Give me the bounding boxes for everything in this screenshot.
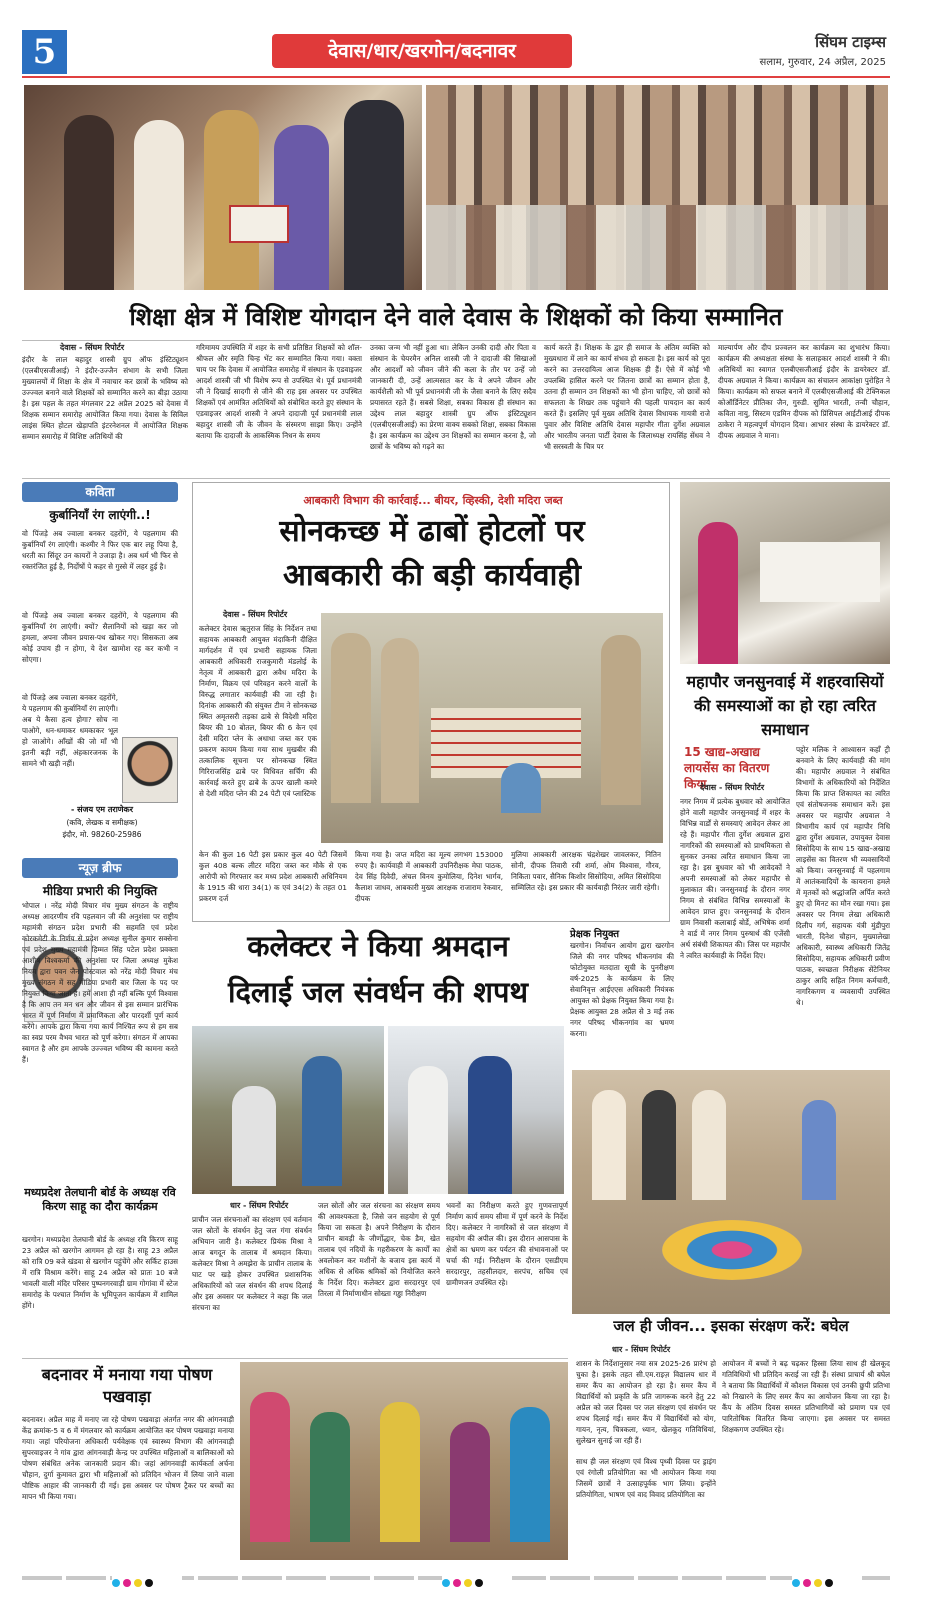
- lead-col-4: कार्य करते हैं। शिक्षक के द्वार ही समाज के अंतिम व्यक्ति को मुख्यधारा में लाने का कार्य संभव हो सकता है। इस कार्य को पूरा करने का उत्तरदायित्व आज शिक्षक ही हैं। ऐसे में कोई भी उपलब्धि हासिल करने पर जितना छात्रों का सम्मान होता है, उतना ही सम्मान उन शिक्षकों का भी होना चाहिए, जो छात्रों को सफलता के शिखर तक पहुंचाने की पहली पायदान का कार्य करते हैं। इसलिए पूर्व मुख्य अतिथि देवास विधायक गायत्री राजे पुवार और विशिष्ट अतिथि देवास महापौर गीता दुर्गेश अग्रवाल और भारतीय जनता पार्टी देवास के जिलाध्यक्ष रायसिंह सेंधव ने भी सरस्वती के चित्र पर: [544, 343, 710, 451]
- author-photo: [122, 737, 178, 803]
- rangoli-competition-photo: [572, 1070, 890, 1314]
- lead-body: [22, 342, 890, 474]
- excise-bottom-col-1: केन की कुल 16 पेटी इस प्रकार कुल 40 पेटी जिसमें कुल 408 बल्क लीटर मदिरा जब्त कर मौके से एक आरोपी को गिरफ्तार कर मध्य प्रदेश आबकारी अधिनियम के 1915 की धारा 34(1) क एवं 34(2) के तहत 01 प्रकरण दर्ज: [199, 850, 347, 903]
- poem-author-contact: इंदौर, मो. 98260-25986: [62, 830, 142, 839]
- excise-kicker: आबकारी विभाग की कार्रवाई... बीयर, व्हिस्की, देशी मदिरा जब्त: [303, 494, 563, 507]
- mayor-col-mid: नगर निगम में प्रत्येक बुधवार को आयोजित होने वाली महापौर जनसुनवाई में शहर के विभिन्न वार्डों से समस्याएं आवेदन लेकर आ रहे हैं। महापौर गीता दुर्गेश अग्रवाल द्वारा नागरिकों की समस्याओं को प्राथमिकता से सुनकर उनका त्वरित समाधान किया जा रहा है। इस बुधवार को भी आवेदकों ने अपनी समस्याओं को लेकर महापौर से मुलाकात की। जनसुनवाई के दौरान नगर निगम से संबंधित विभिन्न समस्याओं के आवेदन प्राप्त हुए। जनसुनवाई के दौरान ग्राम निवासी कलाबाई बोर्डे, अभिषेक शर्मा ने वार्ड में नगर निगम पुरुषार्थ की एजेंसी अर्थ संबंधी शिकायत की। जिस पर महापौर ने त्वरित कार्यवाही के निर्देश दिए।: [680, 797, 790, 960]
- brief-2-title: मध्यप्रदेश तेलघानी बोर्ड के अध्यक्ष रवि किरण साहू का दौरा कार्यक्रम: [24, 1186, 176, 1213]
- poshan-headline: बदनावर में मनाया गया पोषण पखवाड़ा: [41, 1365, 213, 1406]
- page-number: 5: [22, 30, 67, 74]
- collector-byline: धार - सिंघम रिपोर्टर: [230, 1201, 289, 1210]
- poem-section-label: कविता: [22, 482, 178, 502]
- lead-headline: शिक्षा क्षेत्र में विशिष्ट योगदान देने वाले देवास के शिक्षकों को किया सम्मानित: [129, 303, 783, 331]
- water-life-byline: धार - सिंघम रिपोर्टर: [612, 1345, 671, 1354]
- poshan-text: बदनावर। अप्रैल माह में मनाए जा रहे पोषण पखवाड़ा अंतर्गत नगर की आंगनवाड़ी केंद्र क्रमांक-5 व 6 में मंगलवार को कार्यक्रम आयोजित कर पोषण पखवाड़ा मनाया गया। जहां परियोजना अधिकारी पर्यवेक्षक एवं स्वास्थ्य विभाग की आंगनवाड़ी सुपरवाइजर ने गांव द्वारा आंगनवाड़ी केन्द्र पर उपस्थित महिलाओं व बालिकाओं को पोषण संबंधित अनेक जानकारी प्रदान की। जहां आंगनवाड़ी कार्यकर्ता अर्चना चौहान, दुर्गा कुमावत द्वारा भी महिलाओं को प्रतिदिन भोजन में लिया जाने वाला पौष्टिक आहार की जानकारी दी गई। इस अवसर पर पोषण ट्रैकर पर बच्चों का मापन भी किया गया।: [22, 1415, 234, 1501]
- collector-col-1: प्राचीन जल संरचनाओं का संरक्षण एवं वर्तमान जल स्रोतों के संवर्धन हेतु जल गंगा संवर्धन अभियान जारी है। कलेक्टर प्रियंक मिश्रा ने आज बगदून के तालाब में श्रमदान किया। कलेक्टर मिश्रा ने अमझेरा के प्राचीन तालाब के घाट पर खड़े होकर उपस्थित प्रशासनिक अधिकारियों को जल संवर्धन की शपथ दिलाई और इस अवसर पर कलेक्टर ने कहा कि जल संरचना का: [192, 1215, 312, 1312]
- poshan-event-photo: [240, 1362, 568, 1560]
- mayor-hearing-photo: [680, 482, 890, 664]
- lead-col-1: इंदौर के लाल बहादुर शास्त्री ग्रुप ऑफ इंस्टिट्यूशन (एलबीएसजीआई) ने इंदौर-उज्जैन संभाग के सभी जिला मुख्यालयों में शिक्षा के क्षेत्र में नवाचार कर छात्रों के भविष्य को उज्ज्वल बनाने वाले शिक्षकों को सम्मानित करने का बीड़ा उठाया है। इस पहल के तहत मंगलवार 22 अप्रैल 2025 को देवास में शिक्षक सम्मान समारोह आयोजित किया गया। देवास के सिविल लाइंस स्थित होटल खेड़ापति इंटरनेशनल में आयोजित शिक्षक सम्मान समारोह में विशिष्ट अतिथियों की: [22, 355, 188, 441]
- lead-col-5: माल्यार्पण और दीप प्रज्वलन कर कार्यक्रम का शुभारंभ किया। कार्यक्रम की अध्यक्षता संस्था के सलाहकार आदर्श शास्त्री ने की। अतिथियों का स्वागत एलबीएसजीआई इंदौर के डायरेक्टर डॉ. दीपक अग्रवाल ने किया। कार्यक्रम का संचालन आकांक्षा पुरोहित ने किया। कार्यक्रम को सफल बनाने में एलबीएसजीआई की टेक्निकल कोऑर्डिनेटर प्रीतिका जैन, गुरुडी. सुमित भारती, तन्वी चौहान, कविता नायु, सिस्टम एडमिन दीपक को प्रिंसिपल आईटीआई दीपक ठाकेरा ने महत्वपूर्ण योगदान दिया। आभार संस्था के डायरेक्टर डॉ. दीपक अग्रवाल ने माना।: [718, 343, 890, 440]
- collector-oath-photo: [388, 1026, 564, 1194]
- teacher-honor-photo-left: [24, 85, 422, 290]
- excise-side-text: कलेक्टर देवास ऋतुराज सिंह के निर्देशन तथा सहायक आबकारी आयुक्त मंदाकिनी दीक्षित मार्गदर्शन में एवं प्रभारी सहायक जिला आबकारी अधिकारी राजकुमारी मंडलोई के नेतृत्व में आबकारी द्वारा अवैध मदिरा के निर्माण, विक्रय एवं परिवहन करने वालों के विरुद्ध लगातार कार्यवाही की जा रही है। दिनांक आबकारी की संयुक्त टीम ने सोनकच्छ स्थित अमृतसरी तड़का ढाबे से विदेशी मदिरा बियर की 10 बोतल, बियर की 6 केन एवं देसी मदिरा प्लेन के अधाधा जब्त कर एक प्रकरण कायम किया गया साथ मुखबीर की तत्कालिक सूचना पर सोनकच्छ स्थित गिरिराजसिंह ढाबे पर विधिवत सर्चिंग की कार्रवाई करते हुए ढाबे के ऊपर खाली कमरे से देशी मदिरा प्लेन की 24 पेटी एवं प्लास्टिक: [199, 624, 317, 798]
- edition-region-banner: देवास/धार/खरगोन/बदनावर: [272, 34, 572, 68]
- poem-box: [22, 482, 182, 854]
- lead-col-3: उनका जन्म भी नहीं हुआ था। लेकिन उनकी दादी और पिता व संस्थान के चेयरमैन अनिल शास्त्री जी ने दादाजी की सिखाओं और आदर्शों को जीवन जीने की कला के तौर पर उन्हें जो जानकारी दी, उन्हें आत्मसात कर के वे अपने जीवन और कार्यशैली को भी पूर्व प्रधानमंत्री जी के जैसा बनाने के लिए सदैव प्रयासरत रहते हैं। सबसे शिक्षा, सबका विकास ही संस्थान का उद्देश्य लाल बहादुर शास्त्री ग्रुप ऑफ इंस्टिट्यूशन (एलबीएसजीआई) का प्रेरणा वाक्य सबको शिक्षा, सबका विकास है। इस कार्यक्रम का उद्देश्य उन शिक्षकों का सम्मान करना है, जो छात्रों के भविष्य को गढ़ने का: [370, 343, 536, 451]
- mayor-kicker: 15 खाद्य-अखाद्य लायसेंस का वितरण किया: [684, 745, 770, 791]
- collector-shramdan-photo: [192, 1026, 384, 1194]
- water-life-col-2: साथ ही जल संरक्षण एवं विश्व पृथ्वी दिवस पर ड्राइंग एवं रंगोली प्रतियोगिता का भी आयोजन किया गया जिसमें छात्रों ने उत्साहपूर्वक भाग लिया। इन्होंने प्रतियोगिता, भाषण एवं वाद विवाद प्रतियोगिता का: [576, 1457, 716, 1499]
- water-life-col-1: शासन के निर्देशानुसार नया सत्र 2025-26 प्रारंभ हो चुका है। इसके तहत सी.एम.राइज़ विद्यालय धार में समर कैंप का आयोजन हो रहा है। समर कैंप में विद्यार्थियों को प्रकृति के प्रति जागरूक करने हेतु 22 अप्रैल को जल दिवस पर जल संरक्षण एवं संवर्धन पर शपथ दिलाई गई। समर कैंप में विद्यार्थियों को योग, गायन, नृत्य, चित्रकला, ध्यान, खेलकूद गतिविधियां, सुलेखन सुनाई जा रही हैं।: [576, 1359, 716, 1445]
- excise-headline-line-2: आबकारी की बड़ी कार्यवाही: [282, 558, 582, 593]
- mayor-col-right: पट्टोर मलिक ने आश्वासन कहाँ ट्री बनवाने के लिए कार्यवाही की मांग की। महापौर अग्रवाल ने संबंधित विभागों के अधिकारियों को निर्देशित किया कि प्राप्त शिकायत का त्वरित एवं संतोषजनक समाधान करें। इस अवसर पर महापौर अग्रवाल ने विभागीय कार्य एवं महापौर निधि द्वारा दुर्गेश अग्रवाल, उपायुक्त देवास सिसोदिया के साथ 15 खाद्य-अखाद्य लाइसेंस का वितरण भी व्यवसायियों को किया। जनसुनवाई में पहलगाम में आतंकवादियों के कायराना हमले में मृतकों को श्रद्धांजलि अर्पित करते हुए दो मिनट का मौन रखा गया। इस अवसर पर निगम लेखा अधिकारी दिलीप गर्ग, सहायक यंत्री मुंडीपुरा भारती, दिनेश चौहान, मुख्यालेखा अधिकारी, स्वास्थ्य अधिकारी जितेंद्र सिसोदिया, सहायक अधिकारी प्रवीण पाठक, स्वच्छता निरीक्षक सेंटेनियर ठाकुर आदि सहित निगम कर्मचारी, नागरिकगण व व्यवसायी उपस्थित थे।: [796, 745, 890, 1007]
- poem-stanza-1: वो पिंजड़े अब ज्वाला बनकर दहरोंगे, ये पहलगाम की कुर्बानियाँ रंग लाएंगी। कश्मीर ने फिर एक बार लहू पिया है, धरती का सिंदूर उन कायरों ने उजाड़ा है। अब धर्म भी फिर से रक्तरंजित हुई है, निर्दोषों पे कहर से गुस्से में लहर हुई है।: [22, 529, 178, 571]
- collector-headline-line-1: कलेक्टर ने किया श्रमदान: [247, 929, 509, 963]
- news-brief-section-label: न्यूज़ ब्रीफ: [22, 858, 178, 878]
- lead-byline: देवास - सिंघम रिपोर्टर: [60, 343, 125, 352]
- poem-stanza-3: वो पिंजड़े अब ज्वाला बनकर दहरोंगे, ये पहलगाम की कुर्बानियाँ रंग लाएंगी। अब ये कैसा हत्य होगा? सोच ना पाओगे, धन-धमाकर धमकाकर भूल हो जाओगे। आँखों की जो माँ भी इतनी बड़ी नहीं, अंहकारजनक के सामने भी खड़ी नहीं।: [22, 693, 118, 768]
- excise-story: [192, 482, 670, 922]
- excise-headline-line-1: सोनकच्छ में ढाबों होटलों पर: [279, 514, 585, 549]
- registration-bar: [22, 1572, 890, 1584]
- masthead: [22, 30, 890, 78]
- water-life-col-3: आयोजन में बच्चों ने बढ़ चढ़कर हिस्सा लिया साथ ही खेलकूद गतिविधियों भी प्रतिदिन कराई जा रही हैं। संस्था प्राचार्य श्री बघेल ने बताया कि विद्यार्थियों में कौशल विकास एवं उनकी छुपी प्रतिभा को निखारने के लिए समर कैंप का आयोजन किया जा रहा है। कैंप के अंतिम दिवस समस्त प्रतिभागियों को प्रमाण पत्र एवं पारितोषिक वितरित किया जाएगा। इस अवसर पर समस्त शिक्षकगण उपस्थित रहे।: [722, 1359, 890, 1434]
- lead-col-2: गरिमामय उपस्थिति में शहर के सभी प्रतिष्ठित शिक्षकों को शॉल-श्रीफल और स्मृति चिन्ह भेंट कर सम्मानित किया गया। वक्ता चाय पर कि देवास में आयोजित समारोह में संस्थान के एडवाइजर आदर्श शास्त्री जी भी विशेष रूप से उपस्थित थे। पूर्व प्रधानमंत्री जी ने दिखाई सादगी से जीने की राह इस अवसर पर उपस्थित शिक्षकों एवं आमंत्रित अतिथियों को संबोधित करते हुए संस्थान के एडवाइजर आदर्श शास्त्री ने अपने दादाजी पूर्व प्रधानमंत्री लाल बहादुर शास्त्री जी के जीवन के संस्मरण साझा किए। उन्होंने बताया कि दादाजी के आकस्मिक निधन के समय: [196, 343, 362, 440]
- excise-seizure-photo: [321, 613, 663, 843]
- poem-title: कुर्बानियाँ रंग लाएंगी..!: [49, 508, 151, 522]
- teacher-honor-audience-photo: [426, 85, 888, 290]
- collector-col-2: जल स्रोतों और जल संरचना का संरक्षण समय की आवश्यकता है, जिसे जन सहयोग से पूर्ण किया जा सकता है। अपने निरीक्षण के दौरान प्राचीन बावड़ी के जीर्णोद्धार, चेक डैम, खेत तालाब एवं नदियों के गहरीकरण के कार्यों का अवलोकन कर मशीनों के बजाय इस कार्य में अधिक से अधिक श्रमिकों को नियोजित करने के निर्देश दिए। कलेक्टर द्वारा सरदारपुर एवं तिरला में निर्माणाधीन सोख्ता गड्ढा निरीक्षण: [318, 1201, 440, 1298]
- date-line: सलाम, गुरुवार, 24 अप्रैल, 2025: [759, 57, 886, 68]
- excise-bottom-col-2: किया गया है। जप्त मदिरा का मूल्य लगभग 153000 रुपए है। कार्यवाही में आबकारी उपनिरीक्षक मेघा पाठक, देव सिंह दिवेदी, अंचल विनय कुमोलिया, दिनेश भार्गव, कैलाश जाधव, आबकारी मुख्य आरक्षक राजाराम रेकवार, दीपक: [355, 850, 503, 903]
- collector-col-3: भवनों का निरीक्षण करते हुए गुणवत्तापूर्ण निर्माण कार्य समय सीमा में पूर्ण करने के निर्देश दिए। कलेक्टर ने नागरिकों से जल संरक्षण में सहयोग की अपील की। इस दौरान आसपास के क्षेत्रों का भ्रमण कर पर्यटन की संभावनाओं पर चर्चा की गई। निरीक्षण के दौरान एसडीएम सरदारपुर, तहसीलदार, सरपंच, सचिव एवं ग्रामीणजन उपस्थित रहे।: [446, 1201, 568, 1287]
- observer-title: प्रेक्षक नियुक्त: [570, 929, 620, 940]
- brief-1-title: मीडिया प्रभारी की नियुक्ति: [42, 884, 158, 898]
- brief-2-text: खरगोन। मध्यप्रदेश तेलघानी बोर्ड के अध्यक्ष रवि किरण साहू 23 अप्रैल को खरगोन आगमन हो रहा है। साहू 23 अप्रैल को रात्रि 09 बजे खंडवा से खरगोन पहुंचेंगे और सर्किट हाउस में रात्रि विश्राम करेंगे। साहू 24 अप्रैल को प्रातः 10 बजे भावली वाली मंदिर परिसर पुष्पनगरवाड़ी ग्राम गोगांवा में स्टेज समारोह के पश्चात निर्माण के भूमिपूजन कार्यक्रम में शामिल होंगे।: [22, 1235, 178, 1310]
- mayor-byline: देवास - सिंघम रिपोर्टर: [700, 783, 765, 792]
- brief-1-text: भोपाल । नरेंद्र मोदी विचार मंच मुख्य संगठन के राष्ट्रीय अध्यक्ष आदरणीय रवि पहलवान जी की अनुशंसा पर राष्ट्रीय महामंत्री संगठन प्रदेश प्रभारी की सहमति एवं प्रदेश कोरकमेटी के निर्णय से प्रदेश अध्यक्ष सुनील कुमार सक्सेना एवं प्रदेश मुख्य महामंत्री हिम्मत सिंह पटेल प्रदेश प्रवक्ता आशीष विश्वकर्मा की अनुशंसा पर जिला अध्यक्ष मुकेश नियम द्वारा पवन जैन पोस्टवाल को नरेंद्र मोदी विचार मंच मुख्य संगठन में सह मीडिया प्रभारी बार जिला के पद पर नियुक्त किया जाता है। हमें आशा ही नहीं बल्कि पूर्ण विश्वास है कि आप तन मन धन और जीवन से इस सम्मान प्रारंभिक भारत में पूर्ण निर्माण में प्रमाणिकता और पारदर्शी पूर्ण कार्य करेंगे। आपके द्वारा किया गया कार्य निश्चित रूप से हम सब का स्वप्न परम वैभव भारत को पूर्ण करेगा। संगठन में आपका स्वागत है और हम आपके उज्ज्वल भविष्य की कामना करते हैं।: [22, 901, 178, 1064]
- news-brief-box: [22, 858, 182, 1354]
- poem-author: - संजय एम तराणेकर: [71, 805, 133, 814]
- mayor-headline: महापौर जनसुनवाई में शहरवासियों की समस्याओं का हो रहा त्वरित समाधान: [686, 672, 884, 739]
- poem-stanza-2: वो पिंजड़े अब ज्वाला बनकर दहरोंगे, ये पहलगाम की कुर्बानियाँ रंग लाएंगी। क्यों? सैलानियों को खड़ा कर जो हमला, अपना जीवन प्रयास-पथ खोकर गए। सिसकता अब कोई उपाय ही न होगा, ये देश खामोश रह कर कभी न सोएगा।: [22, 611, 178, 664]
- water-life-headline: जल ही जीवन... इसका संरक्षण करें: बघेल: [613, 1317, 849, 1335]
- paper-name: सिंघम टाइम्स: [815, 33, 886, 51]
- observer-text: खरगोन। निर्वाचन आयोग द्वारा खरगोन जिले की नगर परिषद भीकनगांव की फोटोयुक्त मतदाता सूची के पुनरीक्षण वर्ष-2025 के कार्यक्रम के लिए सेवानिवृत्त आईएएस अधिकारी नियंत्रक आयुक्त को प्रेक्षक नियुक्त किया गया है। प्रेक्षक आयुक्त 28 अप्रैल से 3 मई तक नगर परिषद भीकनगांव का भ्रमण करना।: [570, 941, 674, 1038]
- poem-author-role: (कवि, लेखक व समीक्षक): [66, 818, 138, 827]
- excise-bottom-col-3: मुलिया आबकारी आरक्षक चंद्रशेखर जावलकर, नितिन सोनी, दीपक तिवारी रवी शर्मा, ओम विश्वास, गौरव, निकिता पवार, सैनिक किशोर सिसोदिया, अमित सिसोदिया सम्मिलित रहे। इस प्रकार की कार्यवाही निरंतर जारी रहेगी।: [511, 850, 661, 892]
- excise-byline: देवास - सिंघम रिपोर्टर: [223, 610, 288, 619]
- collector-headline-line-2: दिलाई जल संवर्धन की शपथ: [227, 975, 529, 1009]
